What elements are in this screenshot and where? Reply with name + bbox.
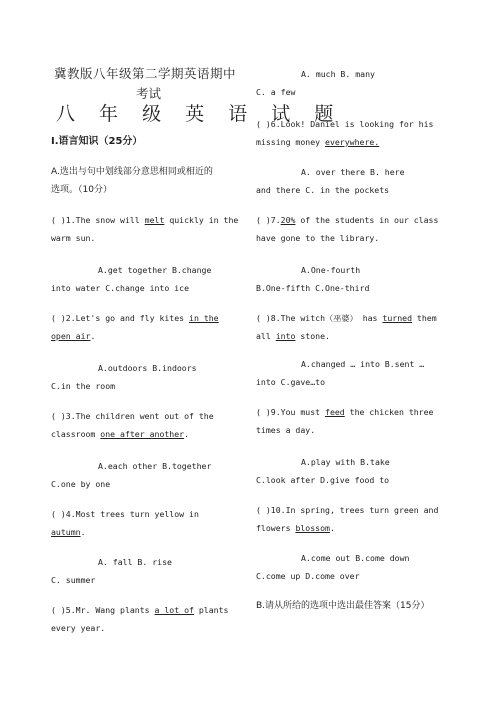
question-1-line-1 <box>51 214 238 226</box>
part-b-instruction: B.请从所给的选项中选出最佳答案（15分） <box>256 601 430 611</box>
question-8-line-2 <box>256 330 330 342</box>
question-6-options-2: and there C. in the pockets <box>256 185 390 195</box>
doc-title-line2: 考试 <box>136 86 162 101</box>
question-2-line-1 <box>51 312 219 324</box>
section-heading: Ⅰ.语言知识（25分） <box>51 136 143 147</box>
question-9-line-2: times a day. <box>256 425 316 435</box>
question-1-options-2: into water C.change into ice <box>51 283 190 293</box>
question-6-options-1: A. over there B. here <box>301 167 405 177</box>
question-9-options-2: C.look after D.give food to <box>256 475 390 485</box>
question-text: . <box>80 527 86 537</box>
question-10-options-2: C.come up D.come over <box>256 571 360 581</box>
question-1-line-2: warm sun. <box>51 233 96 243</box>
underlined-word: autumn <box>51 527 81 537</box>
underlined-word: blossom <box>295 523 330 533</box>
underlined-word: one after another <box>100 429 185 439</box>
question-5-options-2: C. a few <box>256 87 296 97</box>
underlined-word: everywhere. <box>325 137 380 147</box>
part-a-instruction-1: A.选出与句中划线部分意思相同或相近的 <box>51 167 213 177</box>
question-2-options-1: A.outdoors B.indoors <box>98 363 197 373</box>
question-text: quickly in the <box>164 215 239 225</box>
question-text: them <box>412 313 437 323</box>
question-1-options-1: A.get together B.change <box>98 265 212 275</box>
question-9-line-1 <box>256 406 433 418</box>
big-title: 八 年 级 英 语 试 题 <box>56 103 343 125</box>
doc-title-line1: 冀教版八年级第二学期英语期中 <box>54 66 237 81</box>
underlined-word: in the <box>189 313 219 323</box>
question-8-line-1 <box>256 312 437 324</box>
question-text: of the students in our class <box>295 215 439 225</box>
question-7-options-2: B.One-fifth C.One-third <box>256 283 370 293</box>
question-4-line-1: ( )4.Most trees turn yellow in <box>51 509 199 519</box>
underlined-word: 20% <box>280 215 296 225</box>
question-7-line-1 <box>256 214 438 226</box>
question-text: ( )2.Let's go and fly kites <box>51 313 190 323</box>
question-6-line-1: ( )6.Look! Daniel is looking for his <box>256 119 434 129</box>
question-text: . <box>329 523 335 533</box>
question-2-options-2: C.in the room <box>51 381 116 391</box>
question-6-line-2 <box>256 136 379 148</box>
question-7-line-2: have gone to the library. <box>256 233 380 243</box>
question-9-options-1: A.play with B.take <box>301 457 390 467</box>
question-text: . <box>184 429 190 439</box>
question-8-options-2: into C.gave…to <box>256 377 326 387</box>
question-3-options-2: C.one by one <box>51 479 111 489</box>
question-text: ( )1.The snow will <box>51 215 145 225</box>
question-5-options-1: A. much B. many <box>301 69 375 79</box>
question-text: all <box>256 331 276 341</box>
question-10-line-2 <box>256 522 335 534</box>
question-3-options-1: A.each other B.together <box>98 461 212 471</box>
question-10-options-1: A.come out B.come down <box>301 553 410 563</box>
underlined-word: feed <box>325 407 345 417</box>
question-text: ( )5.Mr. Wang plants <box>51 605 155 615</box>
question-8-options-1: A.changed … into B.sent … <box>301 359 425 369</box>
question-text: flowers <box>256 523 296 533</box>
question-7-options-1: A.One-fourth <box>301 265 361 275</box>
part-a-instruction-2: 选项。（10分） <box>51 185 112 195</box>
question-5-line-1 <box>51 604 228 616</box>
question-4-options-1: A. fall B. rise <box>98 557 172 567</box>
question-4-options-2: C. summer <box>51 575 96 585</box>
question-text: ( )9.You must <box>256 407 326 417</box>
underlined-word: turned <box>382 313 412 323</box>
question-10-line-1: ( )10.In spring, trees turn green and <box>256 505 439 515</box>
question-text: the chicken three <box>344 407 434 417</box>
question-text: ( )7. <box>256 215 281 225</box>
question-text: . <box>90 331 96 341</box>
question-text: classroom <box>51 429 101 439</box>
question-text: stone. <box>295 331 330 341</box>
underlined-word: a lot of <box>154 605 194 615</box>
question-2-line-2 <box>51 330 95 342</box>
underlined-word: open air <box>51 331 91 341</box>
underlined-word: into <box>275 331 296 341</box>
question-3-line-2 <box>51 428 189 440</box>
underlined-word: melt <box>144 215 165 225</box>
question-text: plants <box>193 605 229 615</box>
question-4-line-2 <box>51 526 86 538</box>
question-text: missing money <box>256 137 326 147</box>
question-5-line-2: every year. <box>51 623 106 633</box>
question-text: ( )8.The witch（巫婆） has <box>256 313 383 323</box>
question-3-line-1: ( )3.The children went out of the <box>51 411 214 421</box>
